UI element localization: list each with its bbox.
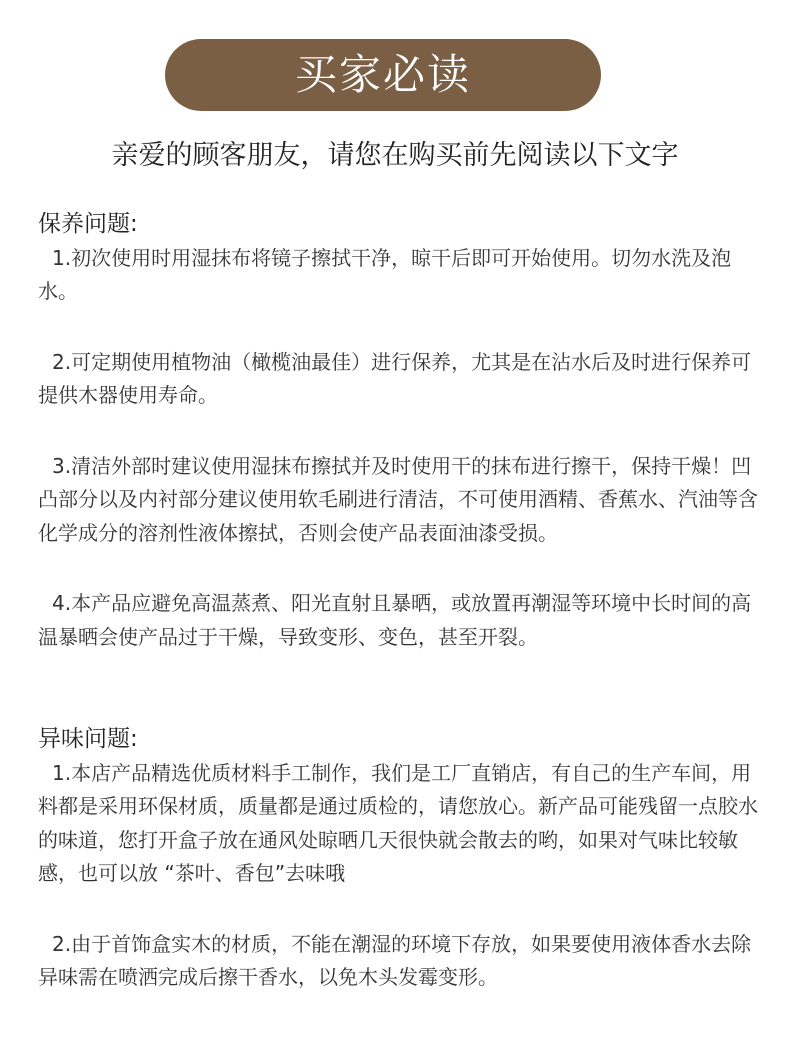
care-paragraph-1: 1.初次使用时用湿抹布将镜子擦拭干净，晾干后即可开始使用。切勿水洗及泡水。	[38, 245, 732, 304]
odor-paragraph-2: 2.由于首饰盒实木的材质，不能在潮湿的环境下存放，如果要使用液体香水去除异味需在喷洒完成后擦干香水，以免木头发霉变形。	[38, 931, 752, 990]
section-heading-odor: 异味问题:	[38, 726, 138, 752]
section-heading-care: 保养问题:	[38, 211, 138, 237]
odor-paragraph-1: 1.本店产品精选优质材料手工制作，我们是工厂直销店，有自己的生产车间，用料都是采用环保材质，质量都是通过质检的，请您放心。新产品可能残留一点胶水的味道，您打开盒子放在通风处晾晒几天很快就会散去的哟，如果对气味比较敏感，也可以放 “茶叶、香包”去味哦	[38, 760, 758, 886]
care-paragraph-4: 4.本产品应避免高温蒸煮、阳光直射且暴晒，或放置再潮湿等环境中长时间的高温暴晒会使产品过于干燥，导致变形、变色，甚至开裂。	[38, 591, 752, 649]
title-banner	[165, 39, 601, 111]
page-title: 买家必读	[294, 50, 471, 99]
care-paragraph-2: 2.可定期使用植物油（橄榄油最佳）进行保养，尤其是在沾水后及时进行保养可提供木器使用寿命。	[38, 349, 752, 408]
section-care	[38, 210, 768, 654]
care-paragraph-3: 3.清洁外部时建议使用湿抹布擦拭并及时使用干的抹布进行擦干，保持干燥！凹凸部分以及内衬部分建议使用软毛刷进行清洁，不可使用酒精、香蕉水、汽油等含化学成分的溶剂性液体擦拭，否则会使产品表面油漆受损。	[38, 453, 758, 545]
section-odor	[38, 725, 768, 995]
subtitle: 亲爱的顾客朋友，请您在购买前先阅读以下文字	[111, 140, 679, 171]
